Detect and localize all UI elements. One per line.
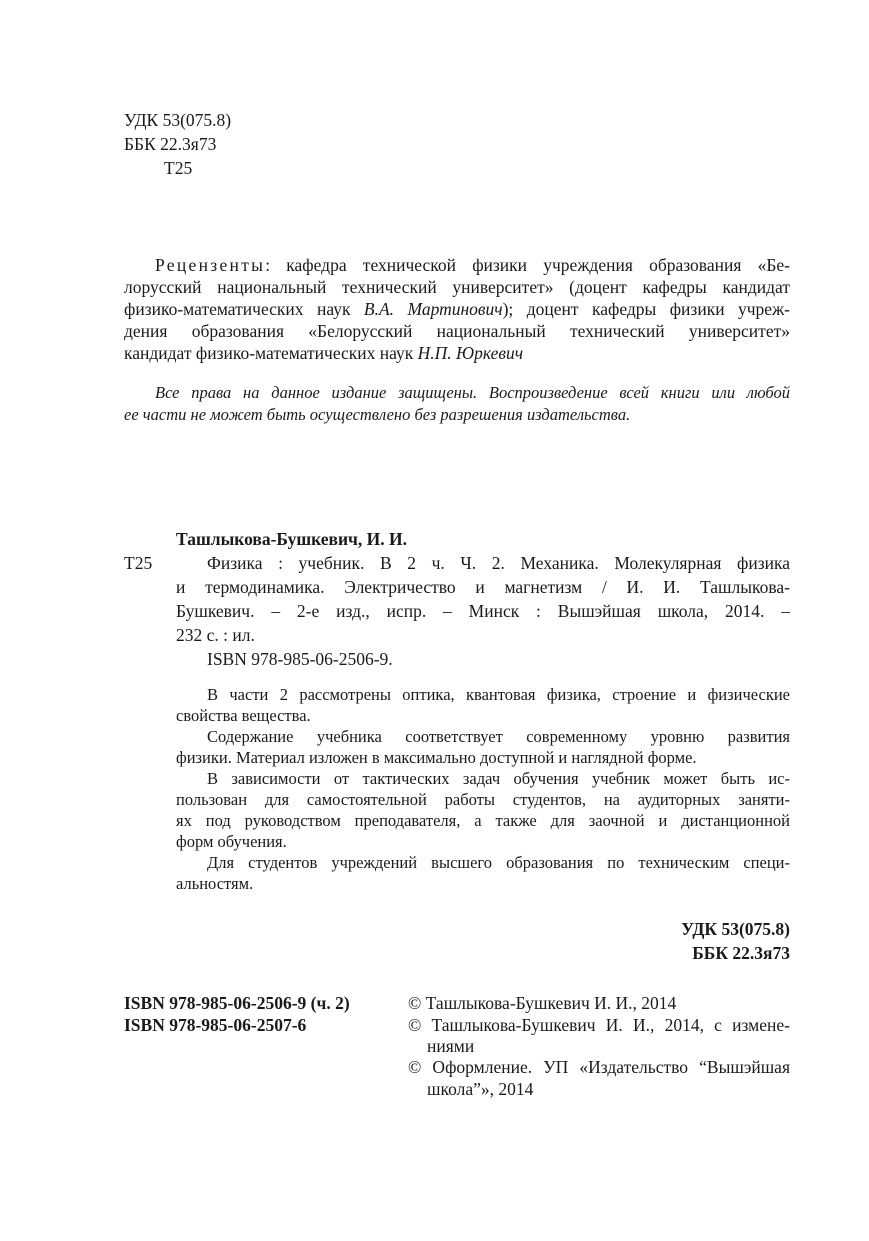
reviewers-label: Рецензенты xyxy=(155,255,266,275)
bib-line-1: Физика : учебник. В 2 ч. Ч. 2. Механика. Молекулярная физика xyxy=(207,553,790,573)
annot-p4-line-2: альностям. xyxy=(176,874,254,893)
reviewers-line-4: дения образования «Белорусский национальный технический университет» xyxy=(124,321,790,341)
copyright-2-line-2: ниями xyxy=(427,1036,475,1056)
rights-line-2: ее части не может быть осуществлено без разрешения издательства. xyxy=(124,405,631,424)
bib-line-2: и термодинамика. Электричество и магнетизм / И. И. Ташлыкова- xyxy=(176,577,790,597)
annot-p2-line-2: физики. Материал изложен в максимально доступной и наглядной форме. xyxy=(176,748,697,767)
reviewers-line-5: кандидат физико-математических наук Н.П. Юркевич xyxy=(124,343,524,363)
reviewers-line-1: Рецензенты: кафедра технической физики учреждения образования «Бе- xyxy=(155,255,790,275)
udk-code-bottom: УДК 53(075.8) xyxy=(681,919,790,939)
reviewers-line-2: лорусский национальный технический университет» (доцент кафедры кандидат xyxy=(124,277,790,297)
isbn-set: ISBN 978-985-06-2507-6 xyxy=(124,1015,307,1035)
bib-author-mark: Т25 xyxy=(124,553,153,573)
author-mark: Т25 xyxy=(164,158,193,178)
reviewers-line-3: физико-математических наук В.А. Мартинович); доцент кафедры физики учреж- xyxy=(124,299,790,319)
bib-line-3: Бушкевич. – 2-е изд., испр. – Минск : Вышэйшая школа, 2014. – xyxy=(176,601,790,621)
annot-p3-line-2: пользован для самостоятельной работы студентов, на аудиторных заняти- xyxy=(176,790,790,809)
annot-p3-line-1: В зависимости от тактических задач обучения учебник может быть ис- xyxy=(207,769,790,788)
copyright-1: © Ташлыкова-Бушкевич И. И., 2014 xyxy=(408,993,677,1013)
copyright-3-line-1: © Оформление. УП «Издательство “Вышэйшая xyxy=(408,1057,790,1077)
rights-line-1: Все права на данное издание защищены. Воспроизведение всей книги или любой xyxy=(155,383,790,402)
isbn-part-2: ISBN 978-985-06-2506-9 (ч. 2) xyxy=(124,993,350,1013)
annot-p2-line-1: Содержание учебника соответствует современному уровню развития xyxy=(207,727,790,746)
bib-line-4: 232 с. : ил. xyxy=(176,625,255,645)
annot-p1-line-1: В части 2 рассмотрены оптика, квантовая физика, строение и физические xyxy=(207,685,790,704)
annot-p3-line-4: форм обучения. xyxy=(176,832,287,851)
copyright-2-line-1: © Ташлыкова-Бушкевич И. И., 2014, с измене- xyxy=(408,1015,790,1035)
bib-isbn: ISBN 978-985-06-2506-9. xyxy=(207,649,393,669)
bbk-code-bottom: ББК 22.3я73 xyxy=(692,943,790,963)
reviewer-name-1: В.А. Мартинович xyxy=(363,299,503,319)
copyright-3-line-2: школа”», 2014 xyxy=(427,1079,534,1099)
annot-p3-line-3: ях под руководством преподавателя, а также для заочной и дистанционной xyxy=(176,811,790,830)
udk-code: УДК 53(075.8) xyxy=(124,110,232,130)
author-heading: Ташлыкова-Бушкевич, И. И. xyxy=(176,529,408,549)
annot-p1-line-2: свойства вещества. xyxy=(176,706,311,725)
annot-p4-line-1: Для студентов учреждений высшего образования по техническим специ- xyxy=(207,853,790,872)
bbk-code: ББК 22.3я73 xyxy=(124,134,217,154)
reviewer-name-2: Н.П. Юркевич xyxy=(417,343,524,363)
